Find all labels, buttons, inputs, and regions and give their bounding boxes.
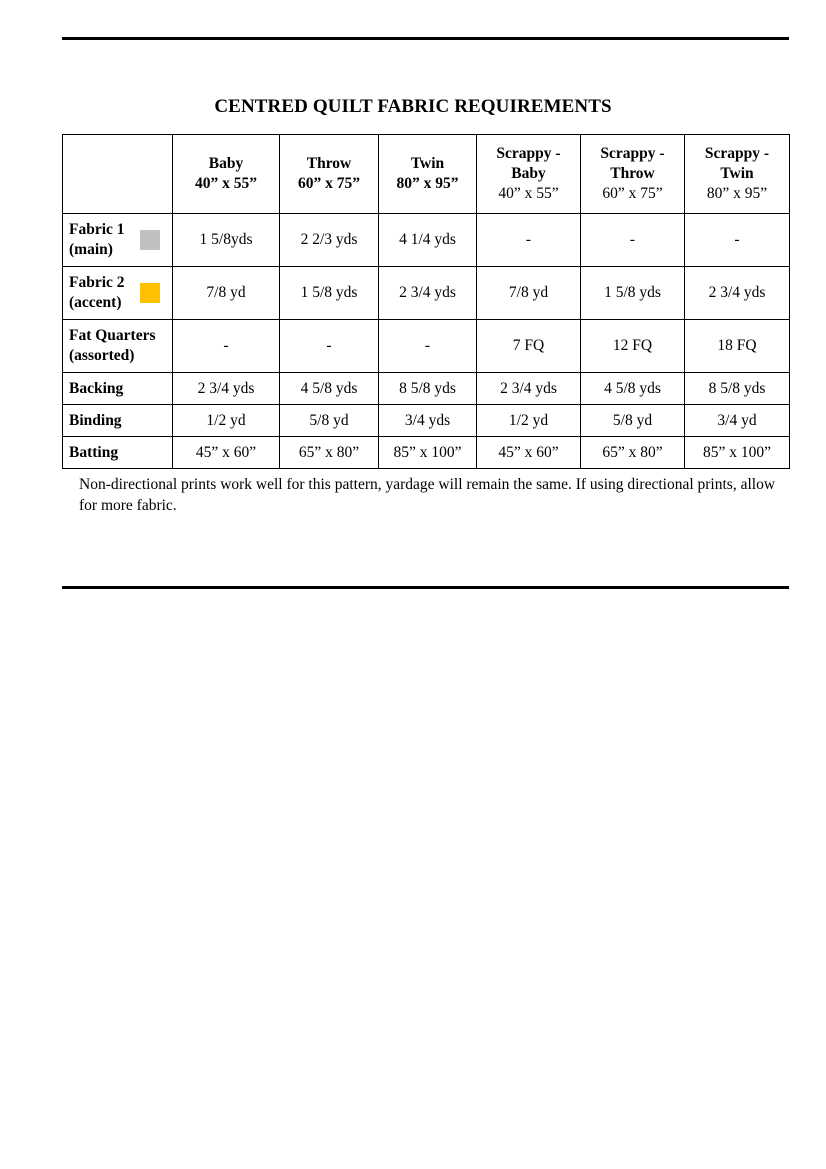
table-cell: 8 5/8 yds [379, 373, 477, 405]
table-cell: 1 5/8 yds [280, 267, 379, 320]
column-header: Baby 40” x 55” [173, 135, 280, 214]
table-cell: - [379, 320, 477, 373]
page-title: CENTRED QUILT FABRIC REQUIREMENTS [214, 96, 612, 117]
column-header: Throw 60” x 75” [280, 135, 379, 214]
header-row [63, 135, 790, 214]
column-header: Scrappy - Baby 40” x 55” [477, 135, 581, 214]
table-cell: 3/4 yds [379, 405, 477, 437]
table-cell: 2 2/3 yds [280, 214, 379, 267]
table-cell: 85” x 100” [379, 437, 477, 469]
row-label: Backing [63, 373, 173, 405]
table-cell: 2 3/4 yds [379, 267, 477, 320]
table-cell: - [280, 320, 379, 373]
row-label: Fat Quarters (assorted) [63, 320, 173, 373]
table-cell: - [173, 320, 280, 373]
table-cell: 5/8 yd [280, 405, 379, 437]
table-cell: 2 3/4 yds [173, 373, 280, 405]
table-cell: 65” x 80” [581, 437, 685, 469]
table-cell: - [581, 214, 685, 267]
table-cell: 3/4 yd [685, 405, 790, 437]
table-cell: 18 FQ [685, 320, 790, 373]
table-cell: 1/2 yd [477, 405, 581, 437]
table-cell: 8 5/8 yds [685, 373, 790, 405]
table-row [63, 405, 790, 437]
table-row [63, 267, 790, 320]
column-header: Scrappy - Twin 80” x 95” [685, 135, 790, 214]
top-rule [62, 37, 789, 40]
table-cell: 4 5/8 yds [581, 373, 685, 405]
row-label: Binding [63, 405, 173, 437]
table-cell: 4 5/8 yds [280, 373, 379, 405]
bottom-rule [62, 586, 789, 589]
table-cell: 65” x 80” [280, 437, 379, 469]
fabric-requirements-table [62, 134, 790, 469]
table-cell: 12 FQ [581, 320, 685, 373]
row-label: Fabric 1 (main) [63, 214, 173, 267]
table-cell: 2 3/4 yds [685, 267, 790, 320]
fabric-2-swatch [140, 283, 160, 303]
table-cell: 1 5/8yds [173, 214, 280, 267]
table-cell: 4 1/4 yds [379, 214, 477, 267]
table-cell: 45” x 60” [477, 437, 581, 469]
table-cell: - [685, 214, 790, 267]
pattern-note: Non-directional prints work well for this pattern, yardage will remain the same. If using directional prints, allow for more fabric. [79, 476, 776, 514]
table-row [63, 214, 790, 267]
row-label: Batting [63, 437, 173, 469]
table-cell: 45” x 60” [173, 437, 280, 469]
table-row [63, 373, 790, 405]
column-header: Twin 80” x 95” [379, 135, 477, 214]
table-cell: 5/8 yd [581, 405, 685, 437]
header-corner-cell [63, 135, 173, 214]
fabric-1-swatch [140, 230, 160, 250]
column-header: Scrappy - Throw 60” x 75” [581, 135, 685, 214]
table-cell: 85” x 100” [685, 437, 790, 469]
table-cell: 7 FQ [477, 320, 581, 373]
table-cell: 1/2 yd [173, 405, 280, 437]
table-cell: 2 3/4 yds [477, 373, 581, 405]
row-label: Fabric 2 (accent) [63, 267, 173, 320]
table-cell: 1 5/8 yds [581, 267, 685, 320]
table-cell: 7/8 yd [173, 267, 280, 320]
table-row [63, 437, 790, 469]
table-row [63, 320, 790, 373]
table-cell: 7/8 yd [477, 267, 581, 320]
table-cell: - [477, 214, 581, 267]
